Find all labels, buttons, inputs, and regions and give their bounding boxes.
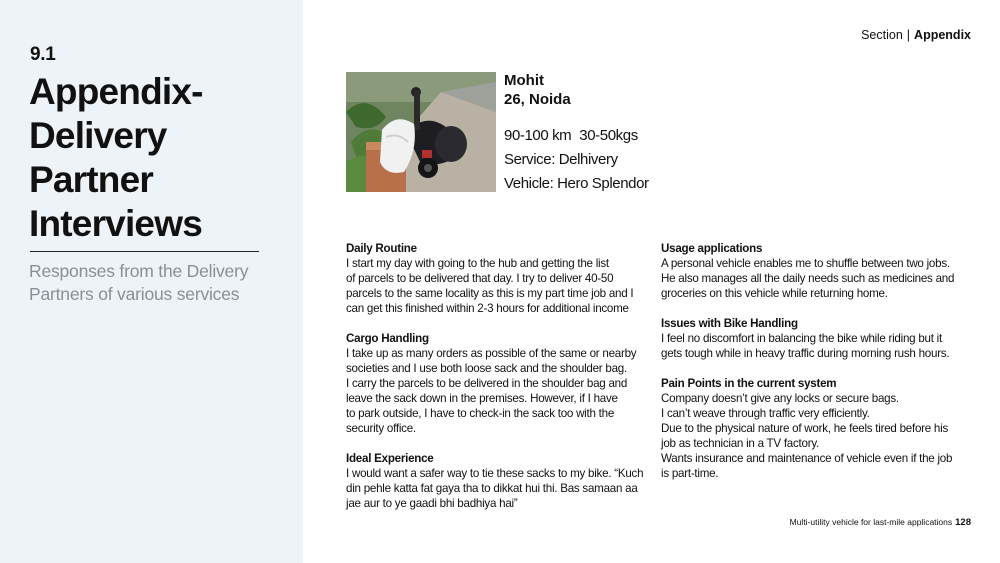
partner-vehicle: Vehicle: Hero Splendor xyxy=(504,175,649,192)
section-number: 9.1 xyxy=(30,44,56,65)
section-prefix: Section xyxy=(861,28,903,42)
block-line: I feel no discomfort in balancing the bike while riding but it xyxy=(661,332,942,345)
scooter-photo-illustration xyxy=(346,72,496,192)
pain-points-block xyxy=(661,376,979,481)
title-divider xyxy=(30,251,259,252)
page-number: 128 xyxy=(955,517,971,528)
daily-load: 30-50kgs xyxy=(579,127,638,144)
partner-name: Mohit xyxy=(504,72,544,89)
block-line: is part-time. xyxy=(661,467,719,480)
subtitle-line: Partners of various services xyxy=(29,284,240,304)
block-line: A personal vehicle enables me to shuffle between two jobs. xyxy=(661,257,950,270)
block-line: I would want a safer way to tie these sacks to my bike. “Kuch xyxy=(346,467,644,480)
block-line: I can’t weave through traffic very efficiently. xyxy=(661,407,870,420)
page-title-line: Appendix- xyxy=(29,71,203,112)
daily-distance: 90-100 km xyxy=(504,127,572,144)
block-line: gets tough while in heavy traffic during morning rush hours. xyxy=(661,347,950,360)
block-line: job as technician in a TV factory. xyxy=(661,437,819,450)
cargo-handling-block xyxy=(346,331,662,436)
section-separator: | xyxy=(906,28,911,42)
block-line: I carry the parcels to be delivered in the shoulder bag and xyxy=(346,377,628,390)
block-line: jae aur to ye gaadi bhi badhiya hai” xyxy=(346,497,518,510)
interview-column-right xyxy=(661,241,979,496)
block-line: societies and I use both loose sack and the shoulder bag. xyxy=(346,362,627,375)
page-title-line: Delivery xyxy=(29,115,167,156)
block-heading: Ideal Experience xyxy=(346,452,434,465)
footer-caption: Multi-utility vehicle for last-mile applications xyxy=(789,517,953,527)
page-subtitle xyxy=(29,260,279,306)
block-line: Wants insurance and maintenance of vehicle even if the job xyxy=(661,452,953,465)
block-line: can get this finished within 2-3 hours for additional income xyxy=(346,302,629,315)
section-name: Appendix xyxy=(914,28,971,42)
block-line: parcels to the same locality as this is my part time job and I xyxy=(346,287,634,300)
block-line: of parcels to be delivered that day. I try to deliver 40-50 xyxy=(346,272,614,285)
partner-age-location: 26, Noida xyxy=(504,91,571,108)
partner-profile xyxy=(504,71,649,196)
usage-applications-block xyxy=(661,241,979,301)
block-heading: Issues with Bike Handling xyxy=(661,317,798,330)
partner-service: Service: Delhivery xyxy=(504,151,618,168)
page-title xyxy=(29,70,269,246)
subtitle-line: Responses from the Delivery xyxy=(29,261,249,281)
delivery-partner-photo xyxy=(346,72,496,192)
partner-stats xyxy=(504,124,649,148)
block-line: Due to the physical nature of work, he feels tired before his xyxy=(661,422,948,435)
block-line: I start my day with going to the hub and getting the list xyxy=(346,257,609,270)
block-line: din pehle katta fat gaya tha to dikkat hui thi. Bas samaan aa xyxy=(346,482,638,495)
block-line: groceries on this vehicle while returning home. xyxy=(661,287,888,300)
page-title-line: Partner xyxy=(29,159,153,200)
bike-handling-block xyxy=(661,316,979,361)
block-line: to park outside, I have to check-in the sack too with the xyxy=(346,407,615,420)
ideal-experience-block xyxy=(346,451,662,511)
block-line: leave the sack down in the premises. However, if I have xyxy=(346,392,618,405)
block-heading: Pain Points in the current system xyxy=(661,377,837,390)
page-footer xyxy=(790,517,971,528)
block-line: security office. xyxy=(346,422,416,435)
block-line: Company doesn’t give any locks or secure bags. xyxy=(661,392,899,405)
section-label xyxy=(861,28,971,42)
block-heading: Usage applications xyxy=(661,242,763,255)
page-title-line: Interviews xyxy=(29,203,202,244)
sidebar-panel xyxy=(0,0,303,563)
daily-routine-block xyxy=(346,241,662,316)
block-heading: Daily Routine xyxy=(346,242,417,255)
interview-column-left xyxy=(346,241,662,526)
block-line: I take up as many orders as possible of the same or nearby xyxy=(346,347,637,360)
block-line: He also manages all the daily needs such as medicines and xyxy=(661,272,955,285)
block-heading: Cargo Handling xyxy=(346,332,429,345)
